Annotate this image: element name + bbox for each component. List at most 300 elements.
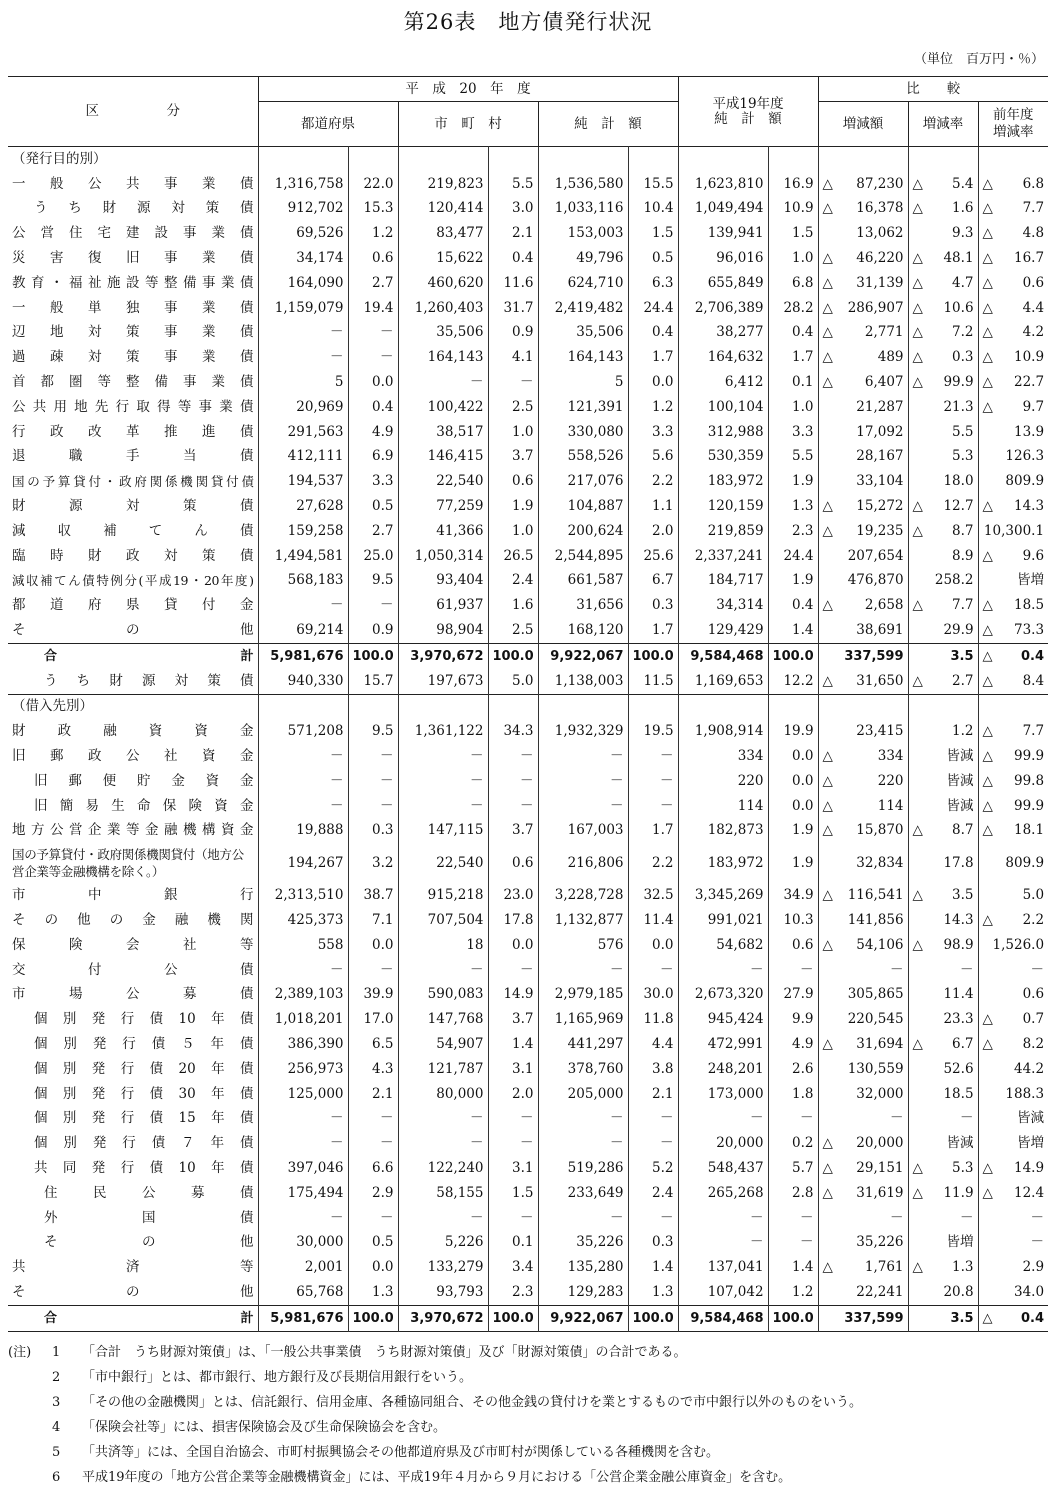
cell: 1,169,653 xyxy=(678,669,768,694)
note-number: 3 xyxy=(52,1395,61,1410)
cell: 6.5 xyxy=(348,1032,398,1057)
cell: 0.0 xyxy=(628,933,678,958)
cell: － xyxy=(538,794,628,819)
cell: 129,283 xyxy=(538,1280,628,1305)
cell: 167,003 xyxy=(538,819,628,844)
cell: 9.5 xyxy=(348,719,398,744)
cell: 5.2 xyxy=(628,1156,678,1181)
cell: 1.0 xyxy=(768,395,818,420)
cell: △ 4.2 xyxy=(978,321,1048,346)
cell: 11.6 xyxy=(488,271,538,296)
decrease-mark: △ xyxy=(822,1035,833,1052)
decrease-mark: △ xyxy=(912,1035,923,1052)
cell: 皆減 xyxy=(908,744,978,769)
cell: － xyxy=(258,593,348,618)
cell: － xyxy=(488,744,538,769)
cell: － xyxy=(488,794,538,819)
table-row xyxy=(8,569,1048,594)
decrease-mark: △ xyxy=(822,498,833,515)
cell: 6.6 xyxy=(348,1156,398,1181)
cell: 809.9 xyxy=(978,469,1048,494)
cell: △ 4.7 xyxy=(908,271,978,296)
cell: △ 31,650 xyxy=(818,669,908,694)
cell: 1,623,810 xyxy=(678,172,768,197)
cell: 183,972 xyxy=(678,843,768,883)
cell: 20,969 xyxy=(258,395,348,420)
note-number: 2 xyxy=(52,1370,61,1385)
table-row xyxy=(8,172,1048,197)
cell: 168,120 xyxy=(538,618,628,643)
cell: 34,314 xyxy=(678,593,768,618)
row-label: 合 計 xyxy=(44,1310,254,1326)
cell: 54,682 xyxy=(678,933,768,958)
cell: △ 0.6 xyxy=(978,271,1048,296)
cell: － xyxy=(818,958,908,983)
decrease-mark: △ xyxy=(982,349,993,366)
decrease-mark: △ xyxy=(822,597,833,614)
table-row xyxy=(8,271,1048,296)
row-label: 個別発行債５年債 xyxy=(34,1035,254,1052)
decrease-mark: △ xyxy=(822,1159,833,1176)
cell: － xyxy=(628,1206,678,1231)
cell: 472,991 xyxy=(678,1032,768,1057)
cell: － xyxy=(628,1106,678,1131)
cell: △ 2,658 xyxy=(818,593,908,618)
cell: － xyxy=(678,1230,768,1255)
cell: 35,226 xyxy=(818,1230,908,1255)
note-text: 「市中銀行」とは、都市銀行、地方銀行及び長期信用銀行をいう。 xyxy=(82,1370,473,1385)
decrease-mark: △ xyxy=(912,672,923,689)
cell: 0.2 xyxy=(768,1131,818,1156)
cell: 1,159,079 xyxy=(258,296,348,321)
cell: 皆増 xyxy=(978,1131,1048,1156)
cell: 1.5 xyxy=(488,1181,538,1206)
cell: － xyxy=(348,769,398,794)
cell xyxy=(628,147,678,172)
cell: － xyxy=(398,1106,488,1131)
cell: 7.1 xyxy=(348,908,398,933)
cell: 0.3 xyxy=(348,819,398,844)
section-row xyxy=(8,694,1048,719)
cell xyxy=(908,147,978,172)
cell: 2,313,510 xyxy=(258,883,348,908)
cell: 126.3 xyxy=(978,445,1048,470)
cell: 5.6 xyxy=(628,445,678,470)
decrease-mark: △ xyxy=(822,822,833,839)
cell: 皆減 xyxy=(908,769,978,794)
cell: 2,389,103 xyxy=(258,983,348,1008)
row-label: 住民公募債 xyxy=(44,1184,254,1201)
cell: △ 3.5 xyxy=(908,883,978,908)
cell: 0.9 xyxy=(348,618,398,643)
cell: － xyxy=(398,769,488,794)
cell xyxy=(908,694,978,719)
cell: 0.0 xyxy=(348,1255,398,1280)
cell: － xyxy=(628,958,678,983)
cell: 945,424 xyxy=(678,1007,768,1032)
cell: 2.5 xyxy=(488,618,538,643)
cell: △ 10.9 xyxy=(978,345,1048,370)
cell: 35,226 xyxy=(538,1230,628,1255)
row-label: 地方公営企業等金融機構資金 xyxy=(12,822,254,839)
cell: 265,268 xyxy=(678,1181,768,1206)
decrease-mark: △ xyxy=(982,175,993,192)
cell: 3.5 xyxy=(908,643,978,668)
cell: － xyxy=(678,1106,768,1131)
cell: 173,000 xyxy=(678,1082,768,1107)
row-label: 減収補てん債特例分(平成19・20年度) xyxy=(12,573,254,589)
cell: 13,062 xyxy=(818,221,908,246)
cell: 122,240 xyxy=(398,1156,488,1181)
note-text: 平成19年度の「地方公営企業等金融機構資金」には、平成19年４月から９月における「公営企業金融公庫資金」を含む。 xyxy=(82,1470,792,1485)
cell: 18.5 xyxy=(908,1082,978,1107)
cell: 0.0 xyxy=(348,933,398,958)
row-label: 市中銀行 xyxy=(12,887,254,904)
row-label: 国の予算貸付・政府関係機関貸付（地方公営企業等金融機構を除く。） xyxy=(12,847,244,880)
cell xyxy=(258,694,348,719)
decrease-mark: △ xyxy=(912,1159,923,1176)
cell: 129,429 xyxy=(678,618,768,643)
table-row xyxy=(8,643,1048,668)
decrease-mark: △ xyxy=(912,374,923,391)
cell: 5.3 xyxy=(908,445,978,470)
cell: 130,559 xyxy=(818,1057,908,1082)
cell: 32,000 xyxy=(818,1082,908,1107)
cell: △ 2.2 xyxy=(978,908,1048,933)
cell: 54,907 xyxy=(398,1032,488,1057)
cell: △ 7.7 xyxy=(978,197,1048,222)
cell: 0.4 xyxy=(488,246,538,271)
cell: － xyxy=(488,1106,538,1131)
cell: 3,345,269 xyxy=(678,883,768,908)
cell: 2.0 xyxy=(628,519,678,544)
cell: △ 29,151 xyxy=(818,1156,908,1181)
table-row xyxy=(8,544,1048,569)
header-shichoson: 市 町 村 xyxy=(398,102,538,147)
cell: 194,267 xyxy=(258,843,348,883)
note-number: 5 xyxy=(52,1445,61,1460)
cell: 2.7 xyxy=(348,271,398,296)
row-label: 行政改革推進債 xyxy=(12,423,254,440)
cell: － xyxy=(538,1131,628,1156)
cell: － xyxy=(628,769,678,794)
cell: 0.1 xyxy=(488,1230,538,1255)
decrease-mark: △ xyxy=(912,349,923,366)
cell: 915,218 xyxy=(398,883,488,908)
cell: － xyxy=(258,1206,348,1231)
row-label: 国の予算貸付・政府関係機関貸付債 xyxy=(12,474,254,490)
table-row xyxy=(8,1280,1048,1305)
cell: 100.0 xyxy=(768,643,818,668)
cell: 220,545 xyxy=(818,1007,908,1032)
table-row xyxy=(8,345,1048,370)
row-label: 旧郵便貯金資金 xyxy=(34,772,254,789)
note-line xyxy=(8,1415,1048,1440)
cell: 34.9 xyxy=(768,883,818,908)
cell: 386,390 xyxy=(258,1032,348,1057)
cell: 2.4 xyxy=(628,1181,678,1206)
cell: △ 15,272 xyxy=(818,494,908,519)
cell: － xyxy=(488,1206,538,1231)
table-row xyxy=(8,983,1048,1008)
table-row xyxy=(8,744,1048,769)
cell: 100,104 xyxy=(678,395,768,420)
cell xyxy=(398,694,488,719)
cell: 22,241 xyxy=(818,1280,908,1305)
row-label: うち財源対策債 xyxy=(34,200,254,217)
cell: 2.8 xyxy=(768,1181,818,1206)
note-line xyxy=(8,1440,1048,1465)
row-label: 外 国 債 xyxy=(44,1209,254,1226)
cell: 4.9 xyxy=(348,420,398,445)
table-row xyxy=(8,669,1048,694)
cell: 41,366 xyxy=(398,519,488,544)
table-row xyxy=(8,1305,1048,1331)
cell: 27.9 xyxy=(768,983,818,1008)
cell: △ 14.9 xyxy=(978,1156,1048,1181)
cell: 991,021 xyxy=(678,908,768,933)
cell: 548,437 xyxy=(678,1156,768,1181)
cell: △ 4.4 xyxy=(978,296,1048,321)
cell: 49,796 xyxy=(538,246,628,271)
cell: 100.0 xyxy=(488,1305,538,1331)
cell: 0.4 xyxy=(348,395,398,420)
row-label: 財政融資資金 xyxy=(12,723,254,740)
cell: 12.2 xyxy=(768,669,818,694)
decrease-mark: △ xyxy=(982,225,993,242)
cell: 0.4 xyxy=(628,321,678,346)
cell: 1,018,201 xyxy=(258,1007,348,1032)
row-label: 一般単独事業債 xyxy=(12,299,254,316)
cell: 135,280 xyxy=(538,1255,628,1280)
row-label: 一般公共事業債 xyxy=(12,175,254,192)
decrease-mark: △ xyxy=(822,797,833,814)
decrease-mark: △ xyxy=(822,200,833,217)
cell: 30.0 xyxy=(628,983,678,1008)
cell: 21,287 xyxy=(818,395,908,420)
cell: 1,050,314 xyxy=(398,544,488,569)
cell: 1.7 xyxy=(768,345,818,370)
cell: 205,000 xyxy=(538,1082,628,1107)
cell: △ 14.3 xyxy=(978,494,1048,519)
cell: 11.8 xyxy=(628,1007,678,1032)
cell: 1,361,122 xyxy=(398,719,488,744)
cell: 16.9 xyxy=(768,172,818,197)
decrease-mark: △ xyxy=(982,547,993,564)
note-number: 1 xyxy=(52,1345,61,1360)
cell: 9,584,468 xyxy=(678,1305,768,1331)
cell: 4.3 xyxy=(348,1057,398,1082)
note-head xyxy=(8,1390,52,1415)
decrease-mark: △ xyxy=(982,324,993,341)
cell: 皆減 xyxy=(908,1131,978,1156)
cell: 519,286 xyxy=(538,1156,628,1181)
cell: 6.3 xyxy=(628,271,678,296)
cell: 100.0 xyxy=(348,1305,398,1331)
table-row xyxy=(8,395,1048,420)
row-label: 辺地対策事業債 xyxy=(12,324,254,341)
cell: △ 99.9 xyxy=(908,370,978,395)
unit-label: （単位 百万円・％） xyxy=(913,52,1044,67)
cell: △ 8.7 xyxy=(908,519,978,544)
cell: △ 8.4 xyxy=(978,669,1048,694)
cell: － xyxy=(348,1206,398,1231)
cell: △ 5.4 xyxy=(908,172,978,197)
cell: 2.1 xyxy=(348,1082,398,1107)
cell: 4.4 xyxy=(628,1032,678,1057)
cell xyxy=(978,147,1048,172)
cell: 20.8 xyxy=(908,1280,978,1305)
row-label: そ の 他 xyxy=(12,1283,254,1300)
cell: 0.0 xyxy=(628,370,678,395)
cell: － xyxy=(818,1206,908,1231)
cell: 14.9 xyxy=(488,983,538,1008)
cell: － xyxy=(908,1206,978,1231)
cell: 147,115 xyxy=(398,819,488,844)
cell: 皆減 xyxy=(978,1106,1048,1131)
cell: 65,768 xyxy=(258,1280,348,1305)
decrease-mark: △ xyxy=(982,374,993,391)
cell: 164,632 xyxy=(678,345,768,370)
cell: 2.2 xyxy=(628,843,678,883)
header-zougen-gaku: 増減額 xyxy=(818,102,908,147)
cell: △ 116,541 xyxy=(818,883,908,908)
note-text: 「その他の金融機関」とは、信託銀行、信用金庫、各種協同組合、その他金銭の貸付けを業とするもので市中銀行以外のものをいう。 xyxy=(82,1395,863,1410)
cell: 576 xyxy=(538,933,628,958)
cell: 312,988 xyxy=(678,420,768,445)
decrease-mark: △ xyxy=(982,622,993,639)
cell: 334 xyxy=(678,744,768,769)
cell: △ 31,619 xyxy=(818,1181,908,1206)
cell: － xyxy=(258,958,348,983)
cell: 476,870 xyxy=(818,569,908,594)
cell: △ 98.9 xyxy=(908,933,978,958)
cell: 17,092 xyxy=(818,420,908,445)
cell: △ 1,761 xyxy=(818,1255,908,1280)
cell: 3,970,672 xyxy=(398,1305,488,1331)
cell: △ 8.7 xyxy=(908,819,978,844)
decrease-mark: △ xyxy=(912,597,923,614)
table-row xyxy=(8,908,1048,933)
cell: 58,155 xyxy=(398,1181,488,1206)
table-row xyxy=(8,1131,1048,1156)
header-kubun: 区 分 xyxy=(85,103,180,119)
cell: 219,823 xyxy=(398,172,488,197)
decrease-mark: △ xyxy=(822,299,833,316)
cell: 3.2 xyxy=(348,843,398,883)
cell: 217,076 xyxy=(538,469,628,494)
cell: 3,228,728 xyxy=(538,883,628,908)
decrease-mark: △ xyxy=(822,374,833,391)
cell: 100.0 xyxy=(488,643,538,668)
row-label: 個別発行債15年債 xyxy=(34,1110,254,1127)
cell xyxy=(678,147,768,172)
cell: 1.4 xyxy=(768,1255,818,1280)
cell: △ 99.9 xyxy=(978,744,1048,769)
cell: － xyxy=(818,1106,908,1131)
cell: 912,702 xyxy=(258,197,348,222)
table-row xyxy=(8,593,1048,618)
cell xyxy=(818,147,908,172)
cell: － xyxy=(348,321,398,346)
decrease-mark: △ xyxy=(912,1259,923,1276)
cell: － xyxy=(978,1206,1048,1231)
cell xyxy=(628,694,678,719)
cell: 164,143 xyxy=(538,345,628,370)
cell: 1,165,969 xyxy=(538,1007,628,1032)
cell: △ 6,407 xyxy=(818,370,908,395)
cell: 0.1 xyxy=(768,370,818,395)
cell: 2.6 xyxy=(768,1057,818,1082)
decrease-mark: △ xyxy=(982,772,993,789)
note-text: 「共済等」には、全国自治協会、市町村振興協会その他都道府県及び市町村が関係している各種機関を含む。 xyxy=(82,1445,720,1460)
cell: △ 1.3 xyxy=(908,1255,978,1280)
cell: 3.4 xyxy=(488,1255,538,1280)
cell: 32.5 xyxy=(628,883,678,908)
cell: 34,174 xyxy=(258,246,348,271)
note-line xyxy=(8,1340,1048,1365)
cell: 皆増 xyxy=(978,569,1048,594)
cell: 0.4 xyxy=(768,321,818,346)
cell: 153,003 xyxy=(538,221,628,246)
cell: 4.9 xyxy=(768,1032,818,1057)
cell: 1.4 xyxy=(628,1255,678,1280)
cell: △ 286,907 xyxy=(818,296,908,321)
cell: － xyxy=(628,794,678,819)
cell: 2.3 xyxy=(488,1280,538,1305)
cell: 2.0 xyxy=(488,1082,538,1107)
header-todofuken: 都道府県 xyxy=(258,102,398,147)
table-row xyxy=(8,445,1048,470)
cell: △ 12.4 xyxy=(978,1181,1048,1206)
cell: △ 7.7 xyxy=(978,719,1048,744)
cell: 52.6 xyxy=(908,1057,978,1082)
header-fy20: 平 成 20 年 度 xyxy=(258,77,678,102)
row-label: 災害復旧事業債 xyxy=(12,250,254,267)
cell: 5.5 xyxy=(488,172,538,197)
cell: △ 2.7 xyxy=(908,669,978,694)
cell: 558 xyxy=(258,933,348,958)
cell: － xyxy=(538,958,628,983)
decrease-mark: △ xyxy=(982,797,993,814)
cell: △ 46,220 xyxy=(818,246,908,271)
cell: 558,526 xyxy=(538,445,628,470)
table-row xyxy=(8,296,1048,321)
decrease-mark: △ xyxy=(822,1259,833,1276)
cell: 31.7 xyxy=(488,296,538,321)
row-label: うち財源対策債 xyxy=(44,672,254,689)
cell: △ 16.7 xyxy=(978,246,1048,271)
note-head xyxy=(8,1365,52,1390)
cell: 44.2 xyxy=(978,1057,1048,1082)
cell: 69,214 xyxy=(258,618,348,643)
decrease-mark: △ xyxy=(822,250,833,267)
row-label: 公営住宅建設事業債 xyxy=(12,225,254,242)
cell: 460,620 xyxy=(398,271,488,296)
cell: 9,584,468 xyxy=(678,643,768,668)
table-row xyxy=(8,719,1048,744)
cell: 1.2 xyxy=(348,221,398,246)
cell: 4.1 xyxy=(488,345,538,370)
cell: 2.5 xyxy=(488,395,538,420)
cell: 96,016 xyxy=(678,246,768,271)
decrease-mark: △ xyxy=(982,200,993,217)
cell: － xyxy=(768,1230,818,1255)
decrease-mark: △ xyxy=(912,250,923,267)
cell: 5.5 xyxy=(768,445,818,470)
note-text: 「保険会社等」には、損害保険協会及び生命保険協会を含む。 xyxy=(82,1420,447,1435)
cell: 258.2 xyxy=(908,569,978,594)
